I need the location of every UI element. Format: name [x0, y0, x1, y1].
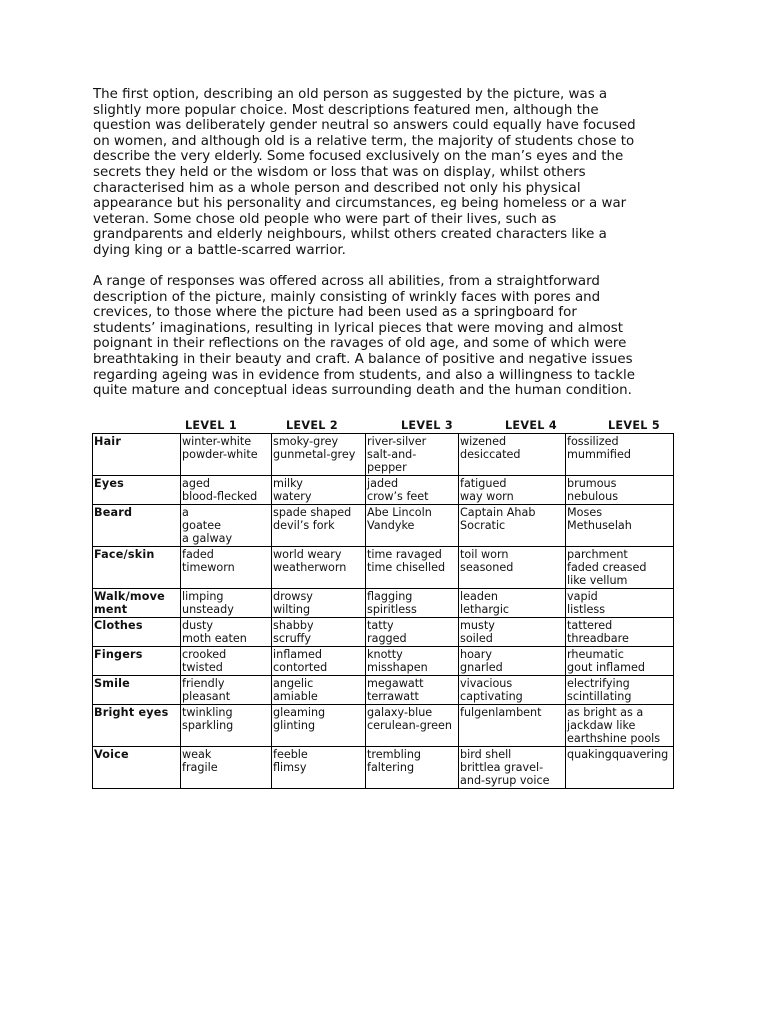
eyes-level-2-cell: milky watery [272, 476, 366, 505]
voice-level-1-cell: weak fragile [181, 747, 272, 789]
smile-level-1-cell: friendly pleasant [181, 676, 272, 705]
table-row-fingers [93, 647, 674, 676]
row-label-beard: Beard [93, 505, 181, 547]
voice-level-4-cell: bird shell brittlea gravel- and-syrup voice [459, 747, 566, 789]
level-1-header: LEVEL 1 [185, 419, 237, 432]
bright-eyes-level-2-cell: gleaming glinting [272, 705, 366, 747]
fingers-level-2-cell: inflamed contorted [272, 647, 366, 676]
walk-movement-level-2-cell: drowsy wilting [272, 589, 366, 618]
hair-level-5-cell: fossilized mummified [566, 434, 674, 476]
walk-movement-level-5-cell: vapid listless [566, 589, 674, 618]
clothes-level-4-cell: musty soiled [459, 618, 566, 647]
eyes-level-1-cell: aged blood-flecked [181, 476, 272, 505]
table-row-eyes [93, 476, 674, 505]
fingers-level-5-cell: rheumatic gout inflamed [566, 647, 674, 676]
fingers-level-4-cell: hoary gnarled [459, 647, 566, 676]
face-skin-level-4-cell: toil worn seasoned [459, 547, 566, 589]
smile-level-3-cell: megawatt terrawatt [366, 676, 459, 705]
beard-level-4-cell: Captain Ahab Socratic [459, 505, 566, 547]
table-row-bright-eyes [93, 705, 674, 747]
row-label-eyes: Eyes [93, 476, 181, 505]
clothes-level-2-cell: shabby scruffy [272, 618, 366, 647]
eyes-level-5-cell: brumous nebulous [566, 476, 674, 505]
row-label-bright-eyes: Bright eyes [93, 705, 181, 747]
row-label-voice: Voice [93, 747, 181, 789]
paragraph-range-of-responses: A range of responses was offered across all abilities, from a straightforward description of the picture, mainly consisting of wrinkly faces with pores and crevices, to those where the picture had been used as a springboard for students’ imaginations, resulting in lyrical pieces that were moving and almost poignant in their reflections on the ravages of old age, and some of which were breathtaking in their beauty and craft. A balance of positive and negative issues regarding ageing was in evidence from students, and also a willingness to tackle quite mature and conceptual ideas surrounding death and the human condition. [93, 274, 635, 399]
smile-level-5-cell: electrifying scintillating [566, 676, 674, 705]
clothes-level-1-cell: dusty moth eaten [181, 618, 272, 647]
beard-level-1-cell: a goatee a galway [181, 505, 272, 547]
row-label-clothes: Clothes [93, 618, 181, 647]
paragraph-first-option: The first option, describing an old person as suggested by the picture, was a slightly more popular choice. Most descriptions featured men, although the question was deliberately gender neutral so answers could equally have focused on women, and although old is a relative term, the majority of students chose to describe the very elderly. Some focused exclusively on the man’s eyes and the secrets they held or the wisdom or loss that was on display, whilst others characterised him as a whole person and described not only his physical appearance but his personality and circumstances, eg being homeless or a war veteran. Some chose old people who were part of their lives, such as grandparents and elderly neighbours, whilst others created characters like a dying king or a battle-scarred warrior. [93, 87, 636, 258]
bright-eyes-level-1-cell: twinkling sparkling [181, 705, 272, 747]
table-row-clothes [93, 618, 674, 647]
walk-movement-level-3-cell: flagging spiritless [366, 589, 459, 618]
voice-level-3-cell: trembling faltering [366, 747, 459, 789]
beard-level-5-cell: Moses Methuselah [566, 505, 674, 547]
row-label-smile: Smile [93, 676, 181, 705]
walk-movement-level-1-cell: limping unsteady [181, 589, 272, 618]
level-3-header: LEVEL 3 [401, 419, 453, 432]
fingers-level-1-cell: crooked twisted [181, 647, 272, 676]
eyes-level-3-cell: jaded crow’s feet [366, 476, 459, 505]
bright-eyes-level-4-cell: fulgenlambent [459, 705, 566, 747]
row-label-fingers: Fingers [93, 647, 181, 676]
hair-level-2-cell: smoky-grey gunmetal-grey [272, 434, 366, 476]
hair-level-4-cell: wizened desiccated [459, 434, 566, 476]
level-4-header: LEVEL 4 [505, 419, 557, 432]
face-skin-level-5-cell: parchment faded creased like vellum [566, 547, 674, 589]
hair-level-3-cell: river-silver salt-and- pepper [366, 434, 459, 476]
face-skin-level-2-cell: world weary weatherworn [272, 547, 366, 589]
bright-eyes-level-3-cell: galaxy-blue cerulean-green [366, 705, 459, 747]
fingers-level-3-cell: knotty misshapen [366, 647, 459, 676]
table-row-face-skin [93, 547, 674, 589]
table-row-hair [93, 434, 674, 476]
level-5-header: LEVEL 5 [608, 419, 660, 432]
table-row-smile [93, 676, 674, 705]
row-label-hair: Hair [93, 434, 181, 476]
face-skin-level-1-cell: faded timeworn [181, 547, 272, 589]
walk-movement-level-4-cell: leaden lethargic [459, 589, 566, 618]
voice-level-2-cell: feeble flimsy [272, 747, 366, 789]
eyes-level-4-cell: fatigued way worn [459, 476, 566, 505]
bright-eyes-level-5-cell: as bright as a jackdaw like earthshine pools [566, 705, 674, 747]
vocabulary-levels-table [92, 433, 674, 789]
hair-level-1-cell: winter-white powder-white [181, 434, 272, 476]
smile-level-4-cell: vivacious captivating [459, 676, 566, 705]
table-row-beard [93, 505, 674, 547]
clothes-level-5-cell: tattered threadbare [566, 618, 674, 647]
level-2-header: LEVEL 2 [286, 419, 338, 432]
row-label-face-skin: Face/skin [93, 547, 181, 589]
smile-level-2-cell: angelic amiable [272, 676, 366, 705]
beard-level-2-cell: spade shaped devil’s fork [272, 505, 366, 547]
voice-level-5-cell: quakingquavering [566, 747, 674, 789]
row-label-walk-movement: Walk/move ment [93, 589, 181, 618]
clothes-level-3-cell: tatty ragged [366, 618, 459, 647]
table-row-walk-movement [93, 589, 674, 618]
table-row-voice [93, 747, 674, 789]
face-skin-level-3-cell: time ravaged time chiselled [366, 547, 459, 589]
beard-level-3-cell: Abe Lincoln Vandyke [366, 505, 459, 547]
